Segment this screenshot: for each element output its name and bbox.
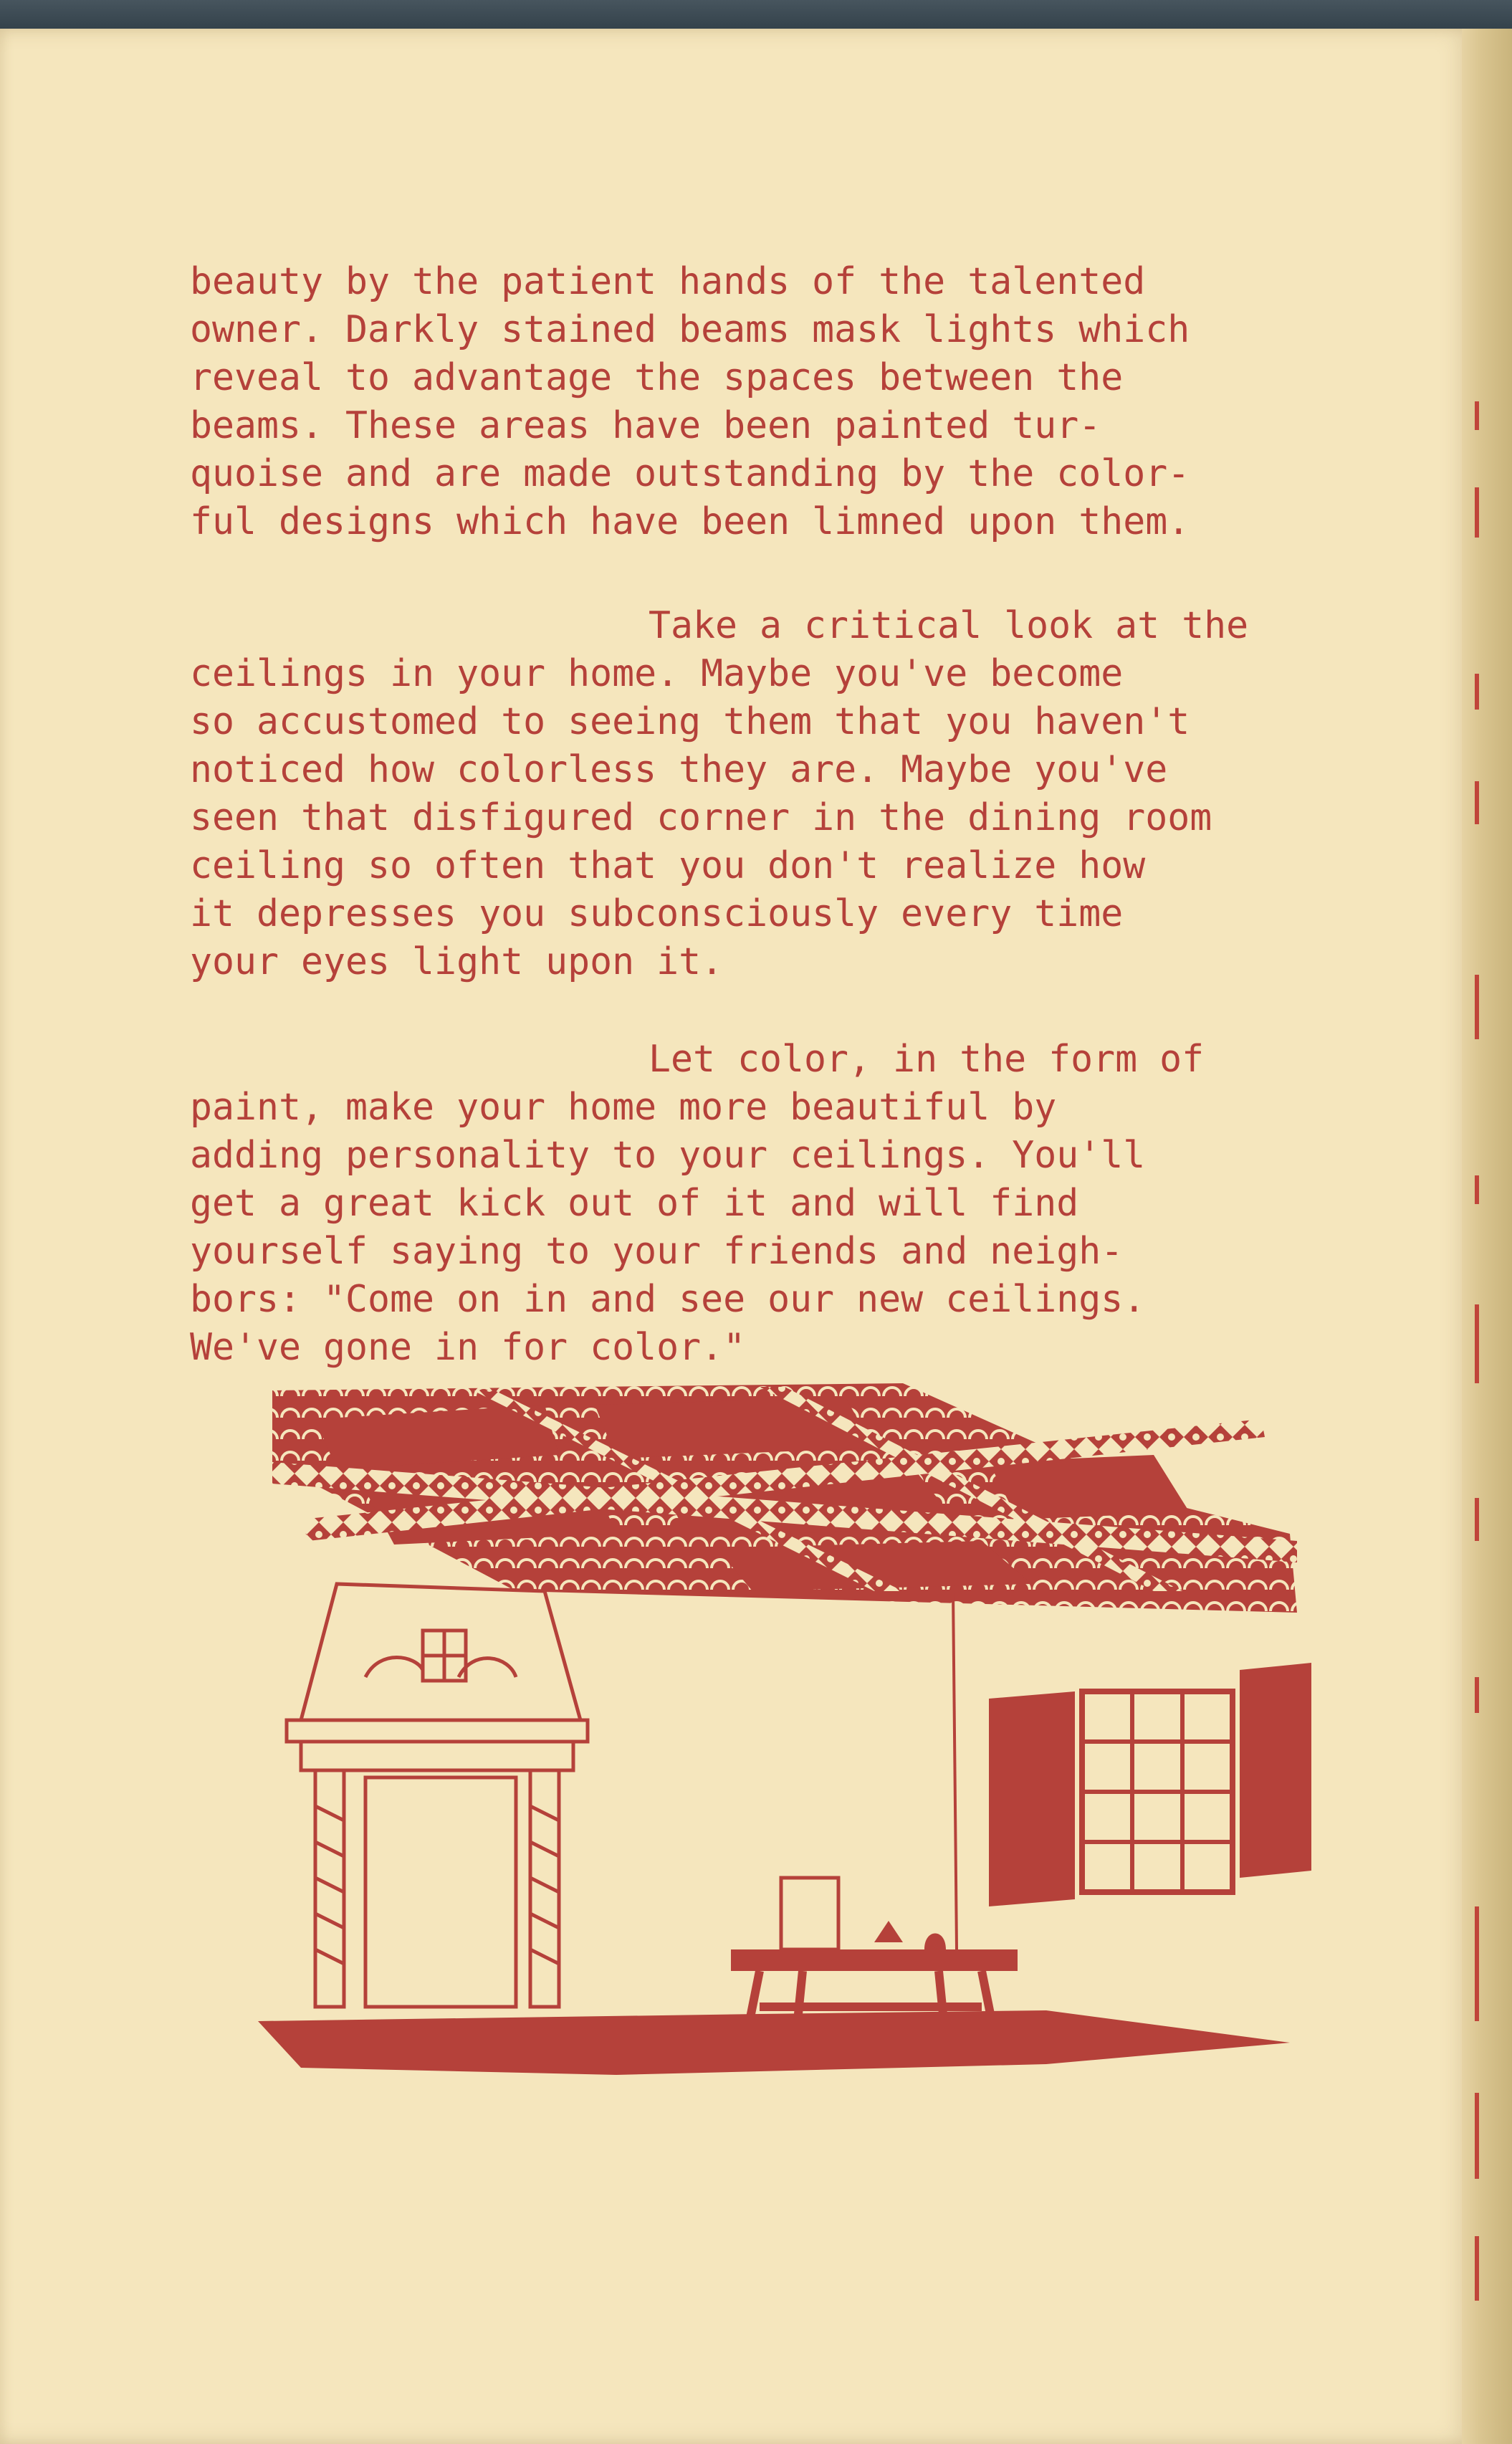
text-line: ful designs which have been limned upon them. (190, 500, 1190, 543)
book-cover-edge (0, 0, 1512, 30)
paragraph-2 (190, 602, 1308, 986)
text-line: Take a critical look at the (649, 604, 1249, 647)
painted-ceiling (272, 1383, 1297, 1613)
text-line: reveal to advantage the spaces between the (190, 356, 1124, 399)
floor-shadow (258, 2010, 1290, 2075)
text-line: get a great kick out of it and will find (190, 1182, 1079, 1225)
paragraph-1 (190, 258, 1308, 546)
text-line: it depresses you subconsciously every time (190, 892, 1124, 935)
text-line: bors: "Come on in and see our new ceilings. (190, 1278, 1146, 1321)
text-line: adding personality to your ceilings. You'll (190, 1134, 1146, 1177)
text-line: seen that disfigured corner in the dining room (190, 796, 1212, 839)
fireplace-illustration (287, 1584, 588, 2007)
text-line: ceiling so often that you don't realize how (190, 844, 1146, 887)
wall-corner (953, 1591, 957, 1949)
text-line: quoise and are made outstanding by the color- (190, 452, 1190, 495)
text-line: ceilings in your home. Maybe you've become (190, 652, 1124, 695)
room-illustration (258, 1376, 1311, 2093)
paragraph-3 (190, 1036, 1308, 1372)
window-illustration (989, 1663, 1311, 1906)
text-line: your eyes light upon it. (190, 940, 724, 983)
text-line: so accustomed to seeing them that you haven't (190, 700, 1190, 743)
text-line: beauty by the patient hands of the talented (190, 260, 1146, 303)
text-line: beams. These areas have been painted tur- (190, 404, 1101, 447)
text-line: noticed how colorless they are. Maybe you've (190, 748, 1168, 791)
page-edge-marks (1475, 29, 1503, 2444)
text-line: owner. Darkly stained beams mask lights which (190, 308, 1190, 351)
text-line: Let color, in the form of (649, 1038, 1205, 1081)
text-line: paint, make your home more beautiful by (190, 1086, 1057, 1129)
text-line: We've gone in for color." (190, 1326, 746, 1369)
text-line: yourself saying to your friends and neigh- (190, 1230, 1124, 1273)
